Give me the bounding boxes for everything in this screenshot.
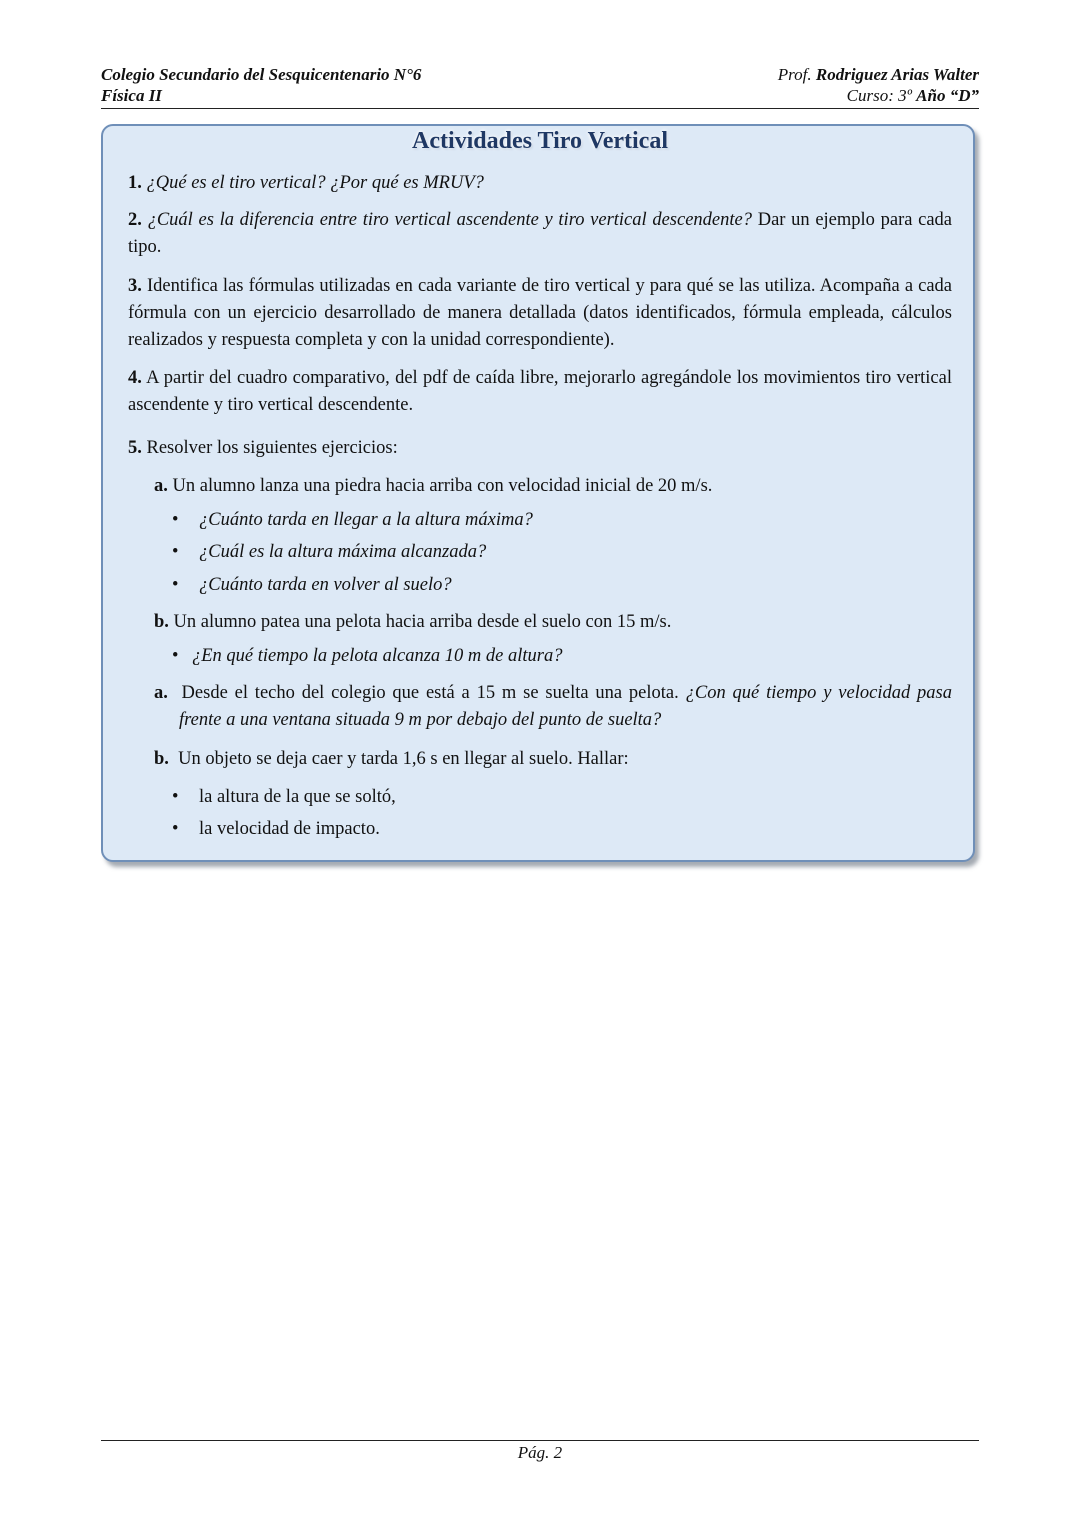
exercise-a1-bullet-1 <box>172 507 533 534</box>
question-1 <box>128 170 484 197</box>
bullet-text: ¿Cuánto tarda en llegar a la altura máxima? <box>199 510 533 530</box>
bullet-text: la altura de la que se soltó, <box>199 787 396 807</box>
course-value: Año “D” <box>916 86 979 105</box>
question-number: 2. <box>128 210 142 230</box>
question-italic-text: ¿Cuál es la diferencia entre tiro vertical ascendente y tiro vertical descendente? <box>147 210 752 230</box>
bullet-icon: • <box>172 510 179 530</box>
question-2 <box>128 207 952 261</box>
exercise-b1-bullet-1 <box>172 643 562 670</box>
bullet-text: ¿Cuál es la altura máxima alcanzada? <box>199 542 487 562</box>
activities-title: Actividades Tiro Vertical <box>411 128 668 154</box>
question-5 <box>128 435 398 462</box>
bullet-icon: • <box>172 542 179 562</box>
exercise-a1-bullet-2 <box>172 539 486 566</box>
question-number: 1. <box>128 173 142 193</box>
question-text: Resolver los siguientes ejercicios: <box>146 438 398 458</box>
exercise-label: a. <box>154 476 168 496</box>
exercise-text: Un alumno lanza una piedra hacia arriba con velocidad inicial de 20 m/s. <box>172 476 713 496</box>
question-3 <box>128 273 952 354</box>
question-number: 3. <box>128 276 142 296</box>
subject-name: Física II <box>101 86 162 105</box>
exercise-b1 <box>154 609 671 636</box>
page-number: Pág. 2 <box>517 1443 563 1462</box>
exercise-text: Desde el techo del colegio que está a 15 m se suelta una pelota. <box>181 683 679 703</box>
teacher-name: Rodriguez Arias Walter <box>815 65 979 84</box>
exercise-label: a. <box>154 683 168 703</box>
question-text: Identifica las fórmulas utilizadas en cada variante de tiro vertical y para qué se las utiliza. Acompaña a cada fórmula con un ejercicio desarrollado de manera detallada (datos identificados, fórmula empleada, cálculos realizados y respuesta completa y con la unidad correspondiente). <box>128 276 953 350</box>
question-text: ¿Qué es el tiro vertical? ¿Por qué es MRUV? <box>146 173 484 193</box>
bullet-text: ¿Cuánto tarda en volver al suelo? <box>199 575 452 595</box>
footer-divider <box>101 1440 979 1441</box>
exercise-b2 <box>154 746 629 773</box>
question-number: 5. <box>128 438 142 458</box>
question-number: 4. <box>128 368 142 388</box>
header-divider <box>101 108 979 109</box>
question-text: Dar un ejemplo para cada tipo. <box>128 210 953 257</box>
exercise-text: Un alumno patea una pelota hacia arriba desde el suelo con 15 m/s. <box>173 612 672 632</box>
exercise-a1 <box>154 473 712 500</box>
exercise-a1-bullet-3 <box>172 572 452 599</box>
exercise-b2-bullet-1 <box>172 784 396 811</box>
bullet-icon: • <box>172 575 179 595</box>
bullet-text: la velocidad de impacto. <box>199 819 380 839</box>
page-header <box>101 64 979 106</box>
bullet-icon: • <box>172 646 179 666</box>
exercise-a2 <box>154 680 952 734</box>
exercise-label: b. <box>154 749 169 769</box>
course <box>847 85 979 106</box>
bullet-icon: • <box>172 819 179 839</box>
teacher <box>778 64 979 85</box>
question-4 <box>128 365 952 419</box>
school-name: Colegio Secundario del Sesquicentenario N°6 <box>101 65 422 84</box>
exercise-label: b. <box>154 612 169 632</box>
exercise-italic-text: ¿Con qué tiempo y velocidad pasa frente a una ventana situada 9 m por debajo del punto de suelta? <box>179 683 953 730</box>
exercise-text: Un objeto se deja caer y tarda 1,6 s en llegar al suelo. Hallar: <box>178 749 629 769</box>
exercise-b2-bullet-2 <box>172 816 380 843</box>
bullet-icon: • <box>172 787 179 807</box>
bullet-text: ¿En qué tiempo la pelota alcanza 10 m de altura? <box>192 646 563 666</box>
teacher-prefix: Prof. <box>777 65 812 84</box>
course-prefix: Curso: 3º <box>846 86 912 105</box>
question-text: A partir del cuadro comparativo, del pdf de caída libre, mejorarlo agregándole los movimientos tiro vertical ascendente y tiro vertical descendente. <box>128 368 952 415</box>
